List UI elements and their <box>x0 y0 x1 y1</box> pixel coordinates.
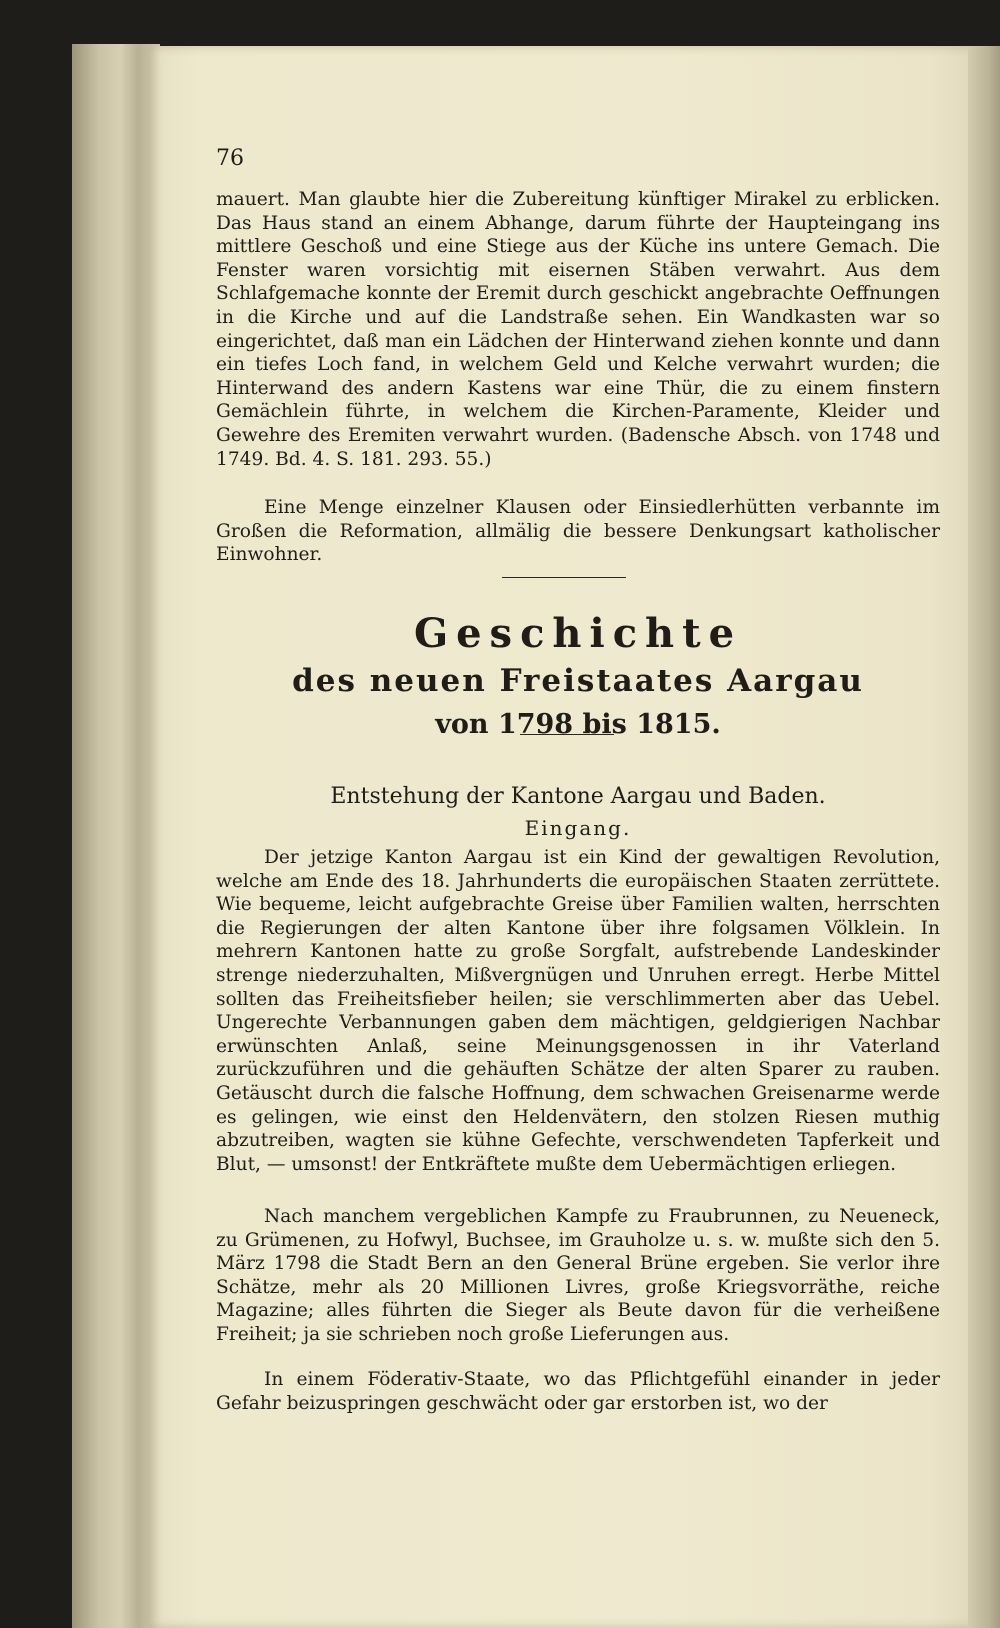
paragraph <box>216 1205 940 1347</box>
paragraph-text: Nach manchem vergeblichen Kampfe zu Fraubrunnen, zu Neueneck, zu Grümenen, zu Hofwyl, Buchsee, im Grauholze u. s. w. mußte sich den 5. März 1798 die Stadt Bern an den General Brüne ergeben. Sie verlor ihre Schätze, mehr als 20 Millionen Livres, große Kriegsvorräthe, reiche Magazine; alles führten die Sieger als Beute davon für die verheißene Freiheit; ja sie schrieben noch große Lieferungen aus. <box>216 1206 940 1345</box>
chapter-years: von 1798 bis 1815. <box>435 709 721 740</box>
paragraph-continued <box>216 188 940 471</box>
paragraph-text: Eine Menge einzelner Klausen oder Einsiedlerhütten verbannte im Großen die Reformation, allmälig die bessere Denkungsart katholischer Einwohner. <box>216 497 940 566</box>
chapter-title: Geschichte <box>413 610 743 657</box>
page-right-edge <box>968 46 1000 1628</box>
divider-rule-top <box>502 577 626 578</box>
paragraph-text: mauert. Man glaubte hier die Zubereitung künftiger Mirakel zu erblicken. Das Haus stand an einem Abhange, darum führte der Haupteingang ins mittlere Geschoß und eine Stiege aus der Küche ins untere Gemach. Die Fenster waren vorsichtig mit eisernen Stäben verwahrt. Aus dem Schlafgemache konnte der Eremit durch geschickt angebrachte Oeffnungen in die Kirche und auf die Landstraße sehen. Ein Wandkasten war so eingerichtet, daß man ein Lädchen der Hinterwand ziehen konnte und dann ein tiefes Loch fand, in welchem Geld und Kelche verwahrt wurden; die Hinterwand des andern Kastens war eine Thür, die zu einem finstern Gemächlein führte, in welchem die Kirchen-Paramente, Kleider und Gewehre des Eremiten verwahrt wurden. (Badensche Absch. von 1748 und 1749. Bd. 4. S. 181. 293. 55.) <box>216 189 940 470</box>
subsection-heading: Eingang. <box>524 816 632 840</box>
divider-rule-bottom <box>520 734 614 735</box>
paragraph <box>216 1368 940 1415</box>
page-number: 76 <box>216 146 244 171</box>
book-page-edges <box>72 44 160 1628</box>
chapter-subtitle: des neuen Freistaates Aargau <box>292 663 864 699</box>
paragraph-text: Der jetzige Kanton Aargau ist ein Kind der gewaltigen Revolution, welche am Ende des 18. Jahrhunderts die europäischen Staaten zerrüttete. Wie bequeme, leicht aufgebrachte Greise über Familien walten, herrschten die Regierungen der alten Kantone über ihre folgsamen Völklein. In mehrern Kantonen hatte zu große Sorgfalt, aufstrebende Landeskinder strenge niederzuhalten, Mißvergnügen und Unruhen erregt. Herbe Mittel sollten das Freiheitsfieber heilen; sie verschlimmerten aber das Uebel. Ungerechte Verbannungen gaben dem mächtigen, geldgierigen Nachbar erwünschten Anlaß, seine Meinungsgenossen in ihr Vaterland zurückzuführen und die gehäuften Schätze der alten Sparer zu rauben. Getäuscht durch die falsche Hoffnung, dem schwachen Greisenarme werde es gelingen, wie einst den Heldenvätern, den stolzen Riesen muthig abzutreiben, wagten sie kühne Gefechte, verschwendeten Tapferkeit und Blut, — umsonst! der Entkräftete mußte dem Uebermächtigen erliegen. <box>216 847 940 1175</box>
paragraph-text: In einem Föderativ-Staate, wo das Pflichtgefühl einander in jeder Gefahr beizuspringen geschwächt oder gar erstorben ist, wo der <box>216 1369 940 1414</box>
paragraph <box>216 496 940 567</box>
section-heading: Entstehung der Kantone Aargau und Baden. <box>330 784 826 809</box>
paragraph <box>216 846 940 1176</box>
